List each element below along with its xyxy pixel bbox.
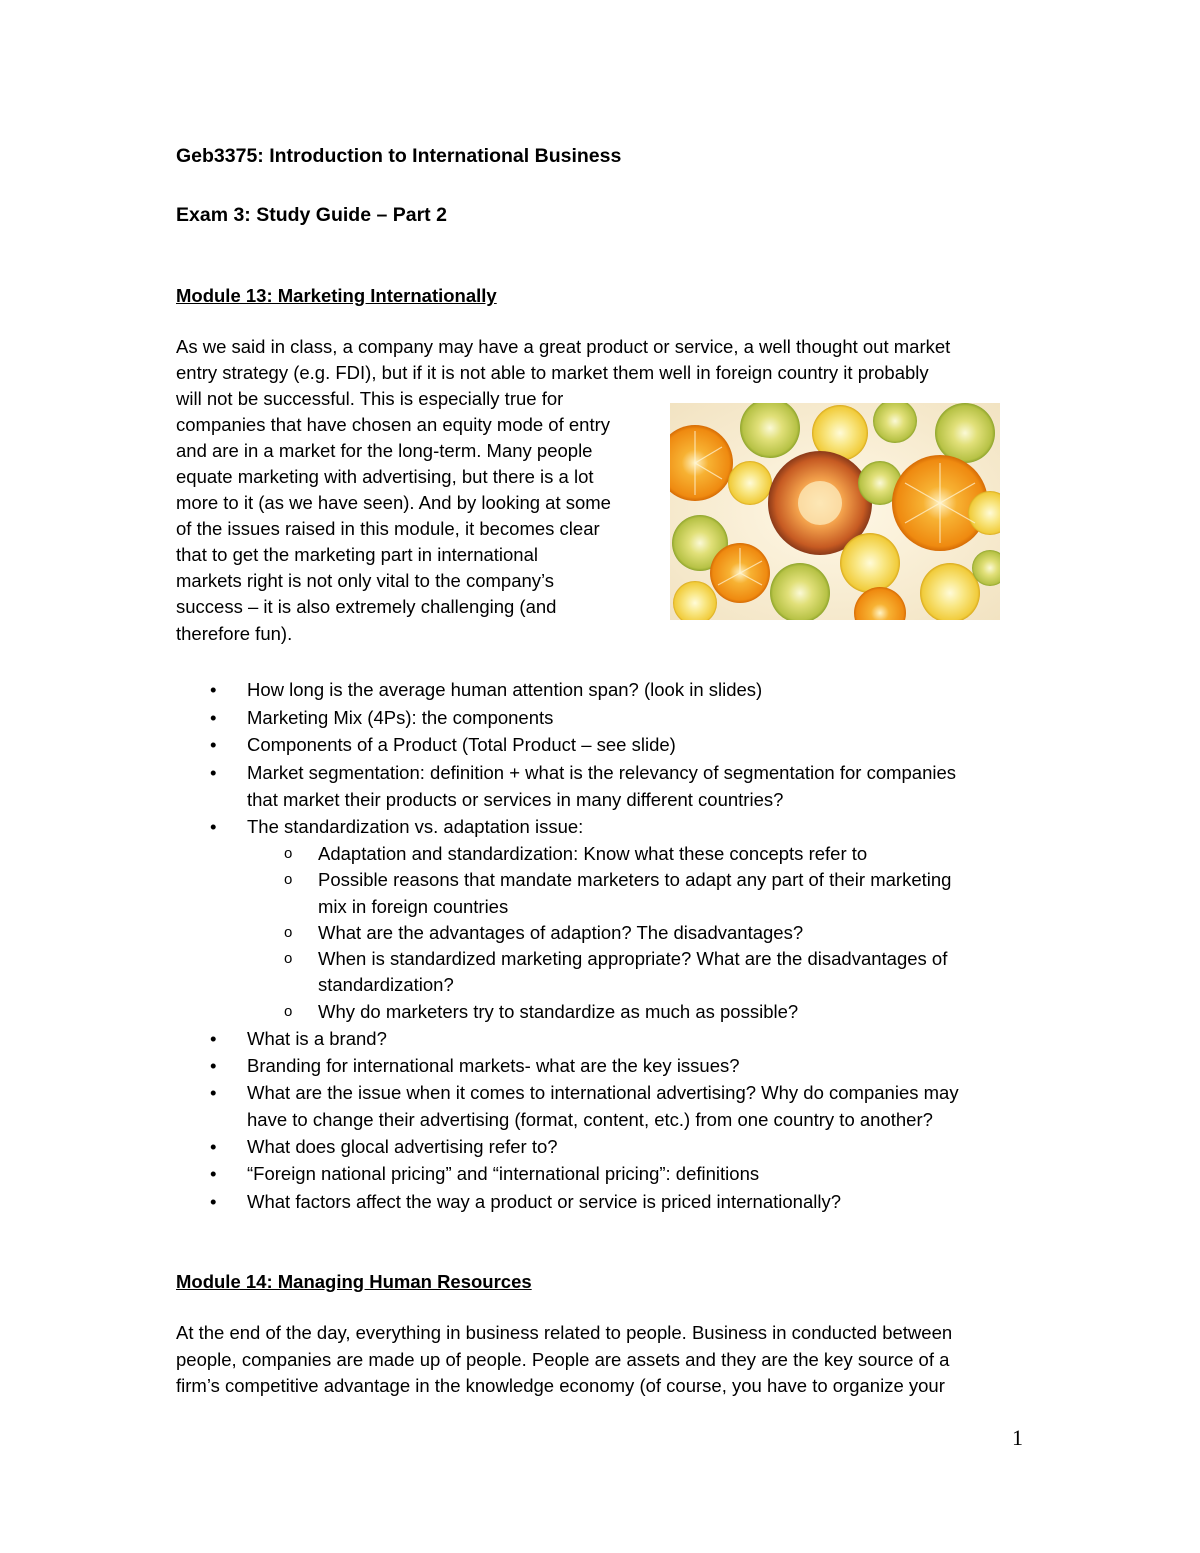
module13-intro-line: therefore fun). — [176, 623, 293, 644]
bullet-mark: • — [210, 707, 217, 728]
bullet-mark: • — [210, 734, 217, 755]
module13-intro-line: markets right is not only vital to the company’s — [176, 570, 555, 591]
bullet-text: What does glocal advertising refer to? — [247, 1136, 558, 1157]
bullet-mark: • — [210, 1163, 217, 1184]
module13-intro-line: As we said in class, a company may have a great product or service, a well thought out market — [176, 336, 951, 357]
bullet-text: What factors affect the way a product or service is priced internationally? — [247, 1191, 841, 1212]
bullet-text: What are the issue when it comes to international advertising? Why do companies may — [247, 1082, 959, 1103]
sub-bullet-text: When is standardized marketing appropriate? What are the disadvantages of — [318, 948, 948, 969]
bullet-mark: • — [210, 679, 217, 700]
sub-bullet-text: What are the advantages of adaption? The disadvantages? — [318, 922, 804, 943]
module14-intro-line: firm’s competitive advantage in the knowledge economy (of course, you have to organize your — [176, 1375, 945, 1396]
bullet-text: How long is the average human attention span? (look in slides) — [247, 679, 763, 700]
bullet-mark: • — [210, 1028, 217, 1049]
bullet-mark: • — [210, 1055, 217, 1076]
module13-intro-line: of the issues raised in this module, it becomes clear — [176, 518, 600, 539]
sub-bullet-mark: o — [284, 871, 293, 888]
bullet-text: “Foreign national pricing” and “international pricing”: definitions — [247, 1163, 760, 1184]
module14-heading: Module 14: Managing Human Resources — [176, 1271, 532, 1292]
sub-bullet-text: Adaptation and standardization: Know what these concepts refer to — [318, 843, 868, 864]
bullet-mark: • — [210, 816, 217, 837]
module14-intro-line: At the end of the day, everything in business related to people. Business in conducted between — [176, 1322, 953, 1343]
module13-intro-line: equate marketing with advertising, but there is a lot — [176, 466, 594, 487]
sub-bullet-mark: o — [284, 924, 293, 941]
exam-title: Exam 3: Study Guide – Part 2 — [176, 204, 447, 226]
bullet-text: The standardization vs. adaptation issue: — [247, 816, 584, 837]
module14-intro-line: people, companies are made up of people. People are assets and they are the key source of a — [176, 1349, 950, 1370]
module13-intro-line: success – it is also extremely challenging (and — [176, 596, 557, 617]
bullet-mark: • — [210, 1082, 217, 1103]
sub-bullet-mark: o — [284, 1003, 293, 1020]
page-number: 1 — [1012, 1425, 1023, 1450]
module13-intro-line: companies that have chosen an equity mode of entry — [176, 414, 610, 435]
module13-intro-line: that to get the marketing part in international — [176, 544, 538, 565]
module13-intro-line: entry strategy (e.g. FDI), but if it is not able to market them well in foreign country it probably — [176, 362, 929, 383]
module13-intro-line: will not be successful. This is especially true for — [176, 388, 564, 409]
bullet-text: Marketing Mix (4Ps): the components — [247, 707, 554, 728]
bullet-text: Branding for international markets- what are the key issues? — [247, 1055, 740, 1076]
bullet-text: What is a brand? — [247, 1028, 387, 1049]
bullet-mark: • — [210, 1136, 217, 1157]
sub-bullet-mark: o — [284, 845, 293, 862]
bullet-continuation: have to change their advertising (format, content, etc.) from one country to another? — [247, 1109, 933, 1130]
bullet-text: Components of a Product (Total Product – see slide) — [247, 734, 676, 755]
bullet-text: Market segmentation: definition + what is the relevancy of segmentation for companies — [247, 762, 957, 783]
module13-intro-line: and are in a market for the long-term. Many people — [176, 440, 593, 461]
bullet-mark: • — [210, 1191, 217, 1212]
sub-bullet-continuation: standardization? — [318, 974, 454, 995]
module13-heading: Module 13: Marketing Internationally — [176, 285, 497, 306]
course-title: Geb3375: Introduction to International Business — [176, 145, 622, 167]
sub-bullet-continuation: mix in foreign countries — [318, 896, 509, 917]
module13-intro-line: more to it (as we have seen). And by looking at some — [176, 492, 611, 513]
bullet-continuation: that market their products or services in many different countries? — [247, 789, 784, 810]
sub-bullet-text: Possible reasons that mandate marketers to adapt any part of their marketing — [318, 869, 952, 890]
sub-bullet-text: Why do marketers try to standardize as much as possible? — [318, 1001, 799, 1022]
bullet-mark: • — [210, 762, 217, 783]
sub-bullet-mark: o — [284, 950, 293, 967]
citrus-slices-photo — [670, 403, 1000, 620]
